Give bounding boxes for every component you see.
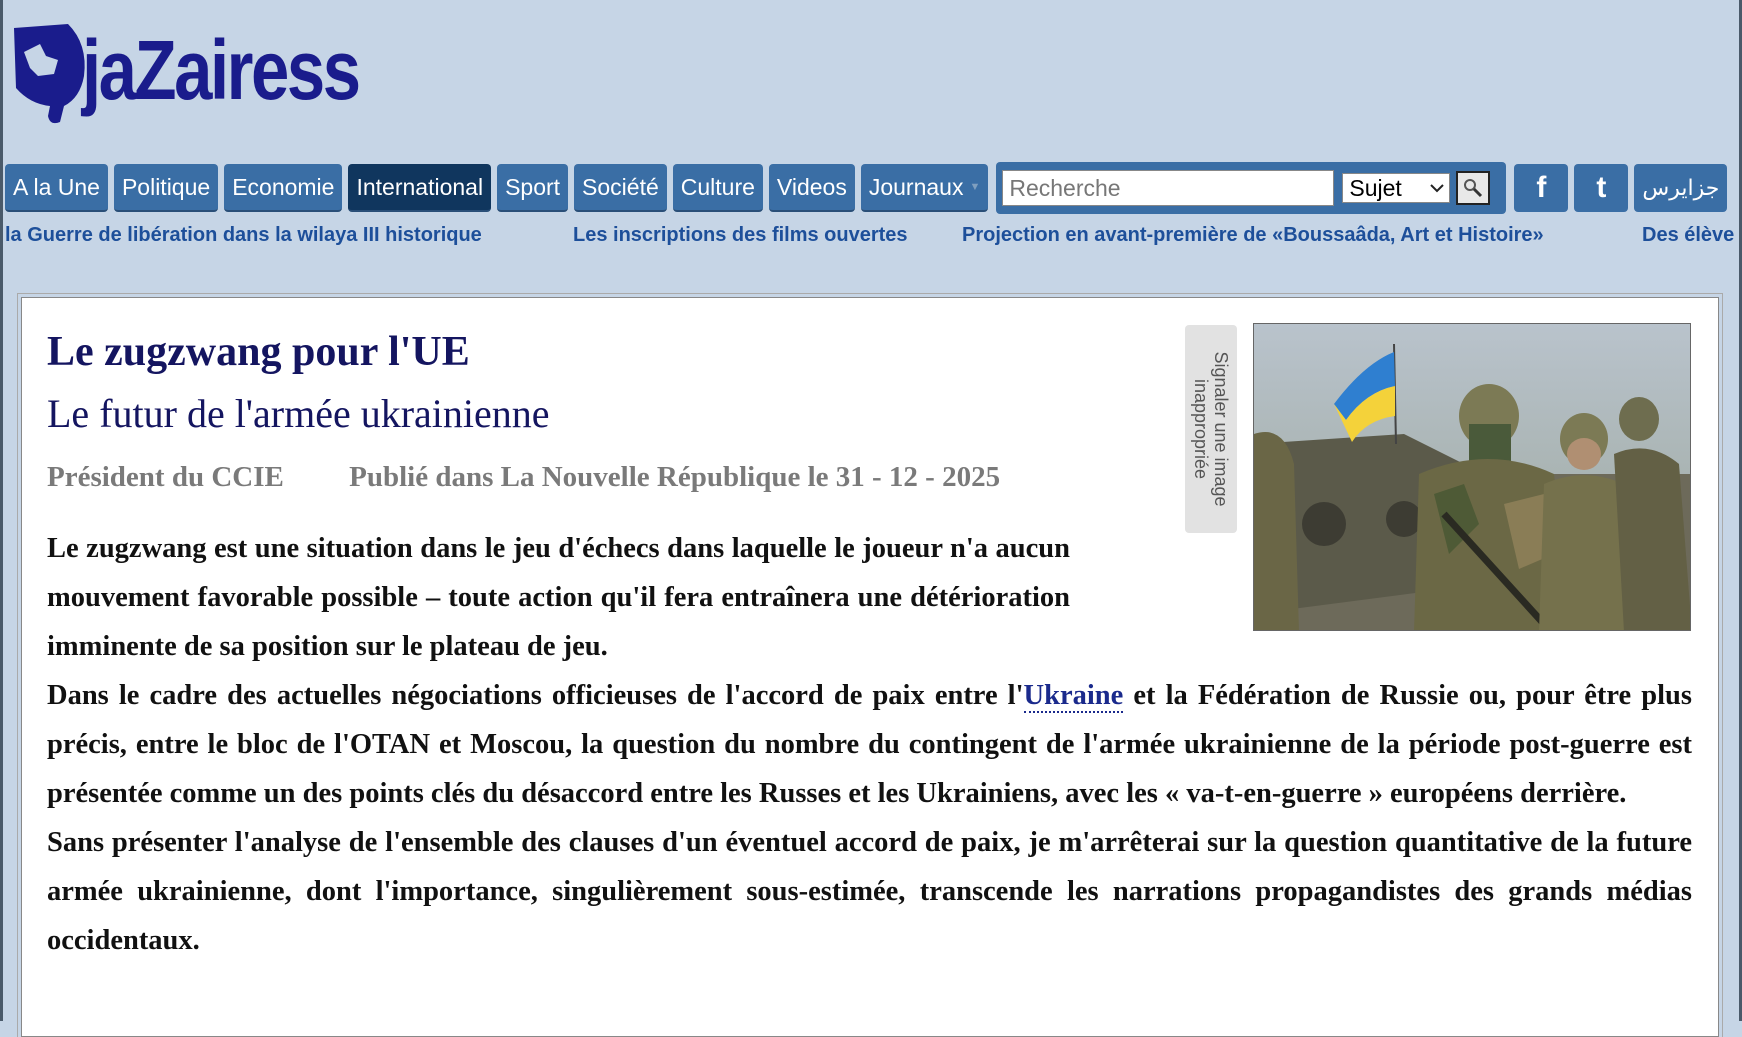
- nav-item-international[interactable]: International: [348, 164, 491, 212]
- twitter-icon: t: [1596, 171, 1607, 204]
- chevron-down-icon: [1429, 183, 1445, 193]
- ticker-item[interactable]: Les inscriptions des films ouvertes: [573, 224, 908, 246]
- facebook-icon: f: [1536, 171, 1547, 204]
- search-scope-select[interactable]: [1342, 173, 1450, 203]
- site-name: jaZairess: [82, 22, 359, 117]
- article-paragraph-1: Le zugzwang est une situation dans le jeu d'échecs dans laquelle le joueur n'a aucun mouvement favorable possible – toute action qu'il fera entraînera une détérioration imminente de sa position sur le plateau de jeu.: [47, 533, 1070, 662]
- nav-item-journaux-label: Journaux: [868, 173, 964, 200]
- report-image-button[interactable]: [1185, 325, 1237, 533]
- twitter-button[interactable]: [1574, 164, 1628, 212]
- site-logo[interactable]: [10, 12, 419, 127]
- article-published: Publié dans La Nouvelle République le 31 - 12 - 2025: [349, 461, 1001, 493]
- algeria-map-icon: [10, 14, 88, 126]
- caret-down-icon: ▼: [969, 181, 981, 193]
- article-body: [47, 524, 1692, 965]
- article-paragraph-3: Sans présenter l'analyse de l'ensemble des clauses d'un éventuel accord de paix, je m'arrêterai sur la question quantitative de la future armée ukrainienne, dont l'importance, singulièrement sous-estimée, transcende les narrations propagandistes des grands médias occidentaux.: [47, 827, 1692, 956]
- article-author: Président du CCIE: [47, 461, 284, 493]
- news-ticker: [0, 222, 1742, 252]
- article-title: Le zugzwang pour l'UE: [47, 329, 470, 375]
- search-input[interactable]: [1002, 170, 1334, 206]
- ticker-item[interactable]: Projection en avant-première de «Boussaâda, Art et Histoire»: [962, 224, 1544, 246]
- article-meta: [47, 461, 1000, 494]
- main-nav: [5, 163, 1737, 213]
- nav-item-a-la-une[interactable]: A la Une: [5, 164, 108, 212]
- article-subtitle: Le futur de l'armée ukrainienne: [47, 391, 550, 436]
- nav-item-journaux[interactable]: [861, 164, 989, 212]
- nav-item-societe[interactable]: Société: [574, 164, 667, 212]
- article-paragraph-2: [47, 671, 1692, 818]
- paragraph-2-end: et la Fédération de Russie ou, pour être plus précis, entre le bloc de l'OTAN et Moscou, la question du nombre du contingent de l'armée ukrainienne de la période post-guerre est présentée comme un des points clés du désaccord entre les Russes et les Ukrainiens, avec les « va-t-en-guerre » européens derrière.: [47, 680, 1692, 809]
- nav-item-politique[interactable]: Politique: [114, 164, 218, 212]
- paragraph-2-start: Dans le cadre des actuelles négociations officieuses de l'accord de paix entre l': [47, 680, 1024, 711]
- magnifier-icon: [1462, 177, 1484, 199]
- ticker-item[interactable]: la Guerre de libération dans la wilaya III historique: [5, 224, 482, 246]
- article-container: [21, 297, 1719, 1037]
- nav-item-sport[interactable]: Sport: [497, 164, 568, 212]
- search-scope-value: Sujet: [1349, 174, 1402, 201]
- ticker-item[interactable]: Des élève: [1642, 224, 1735, 246]
- search-button[interactable]: [1456, 171, 1490, 205]
- nav-item-economie[interactable]: Economie: [224, 164, 342, 212]
- nav-item-culture[interactable]: Culture: [673, 164, 763, 212]
- search-bar: [996, 162, 1506, 214]
- arabic-site-link[interactable]: جزايرس: [1634, 164, 1727, 212]
- facebook-button[interactable]: [1514, 164, 1568, 212]
- ukraine-link[interactable]: Ukraine: [1023, 680, 1124, 711]
- nav-item-videos[interactable]: Videos: [769, 164, 855, 212]
- report-image-label: Signaler une image inappropriée: [1191, 351, 1231, 507]
